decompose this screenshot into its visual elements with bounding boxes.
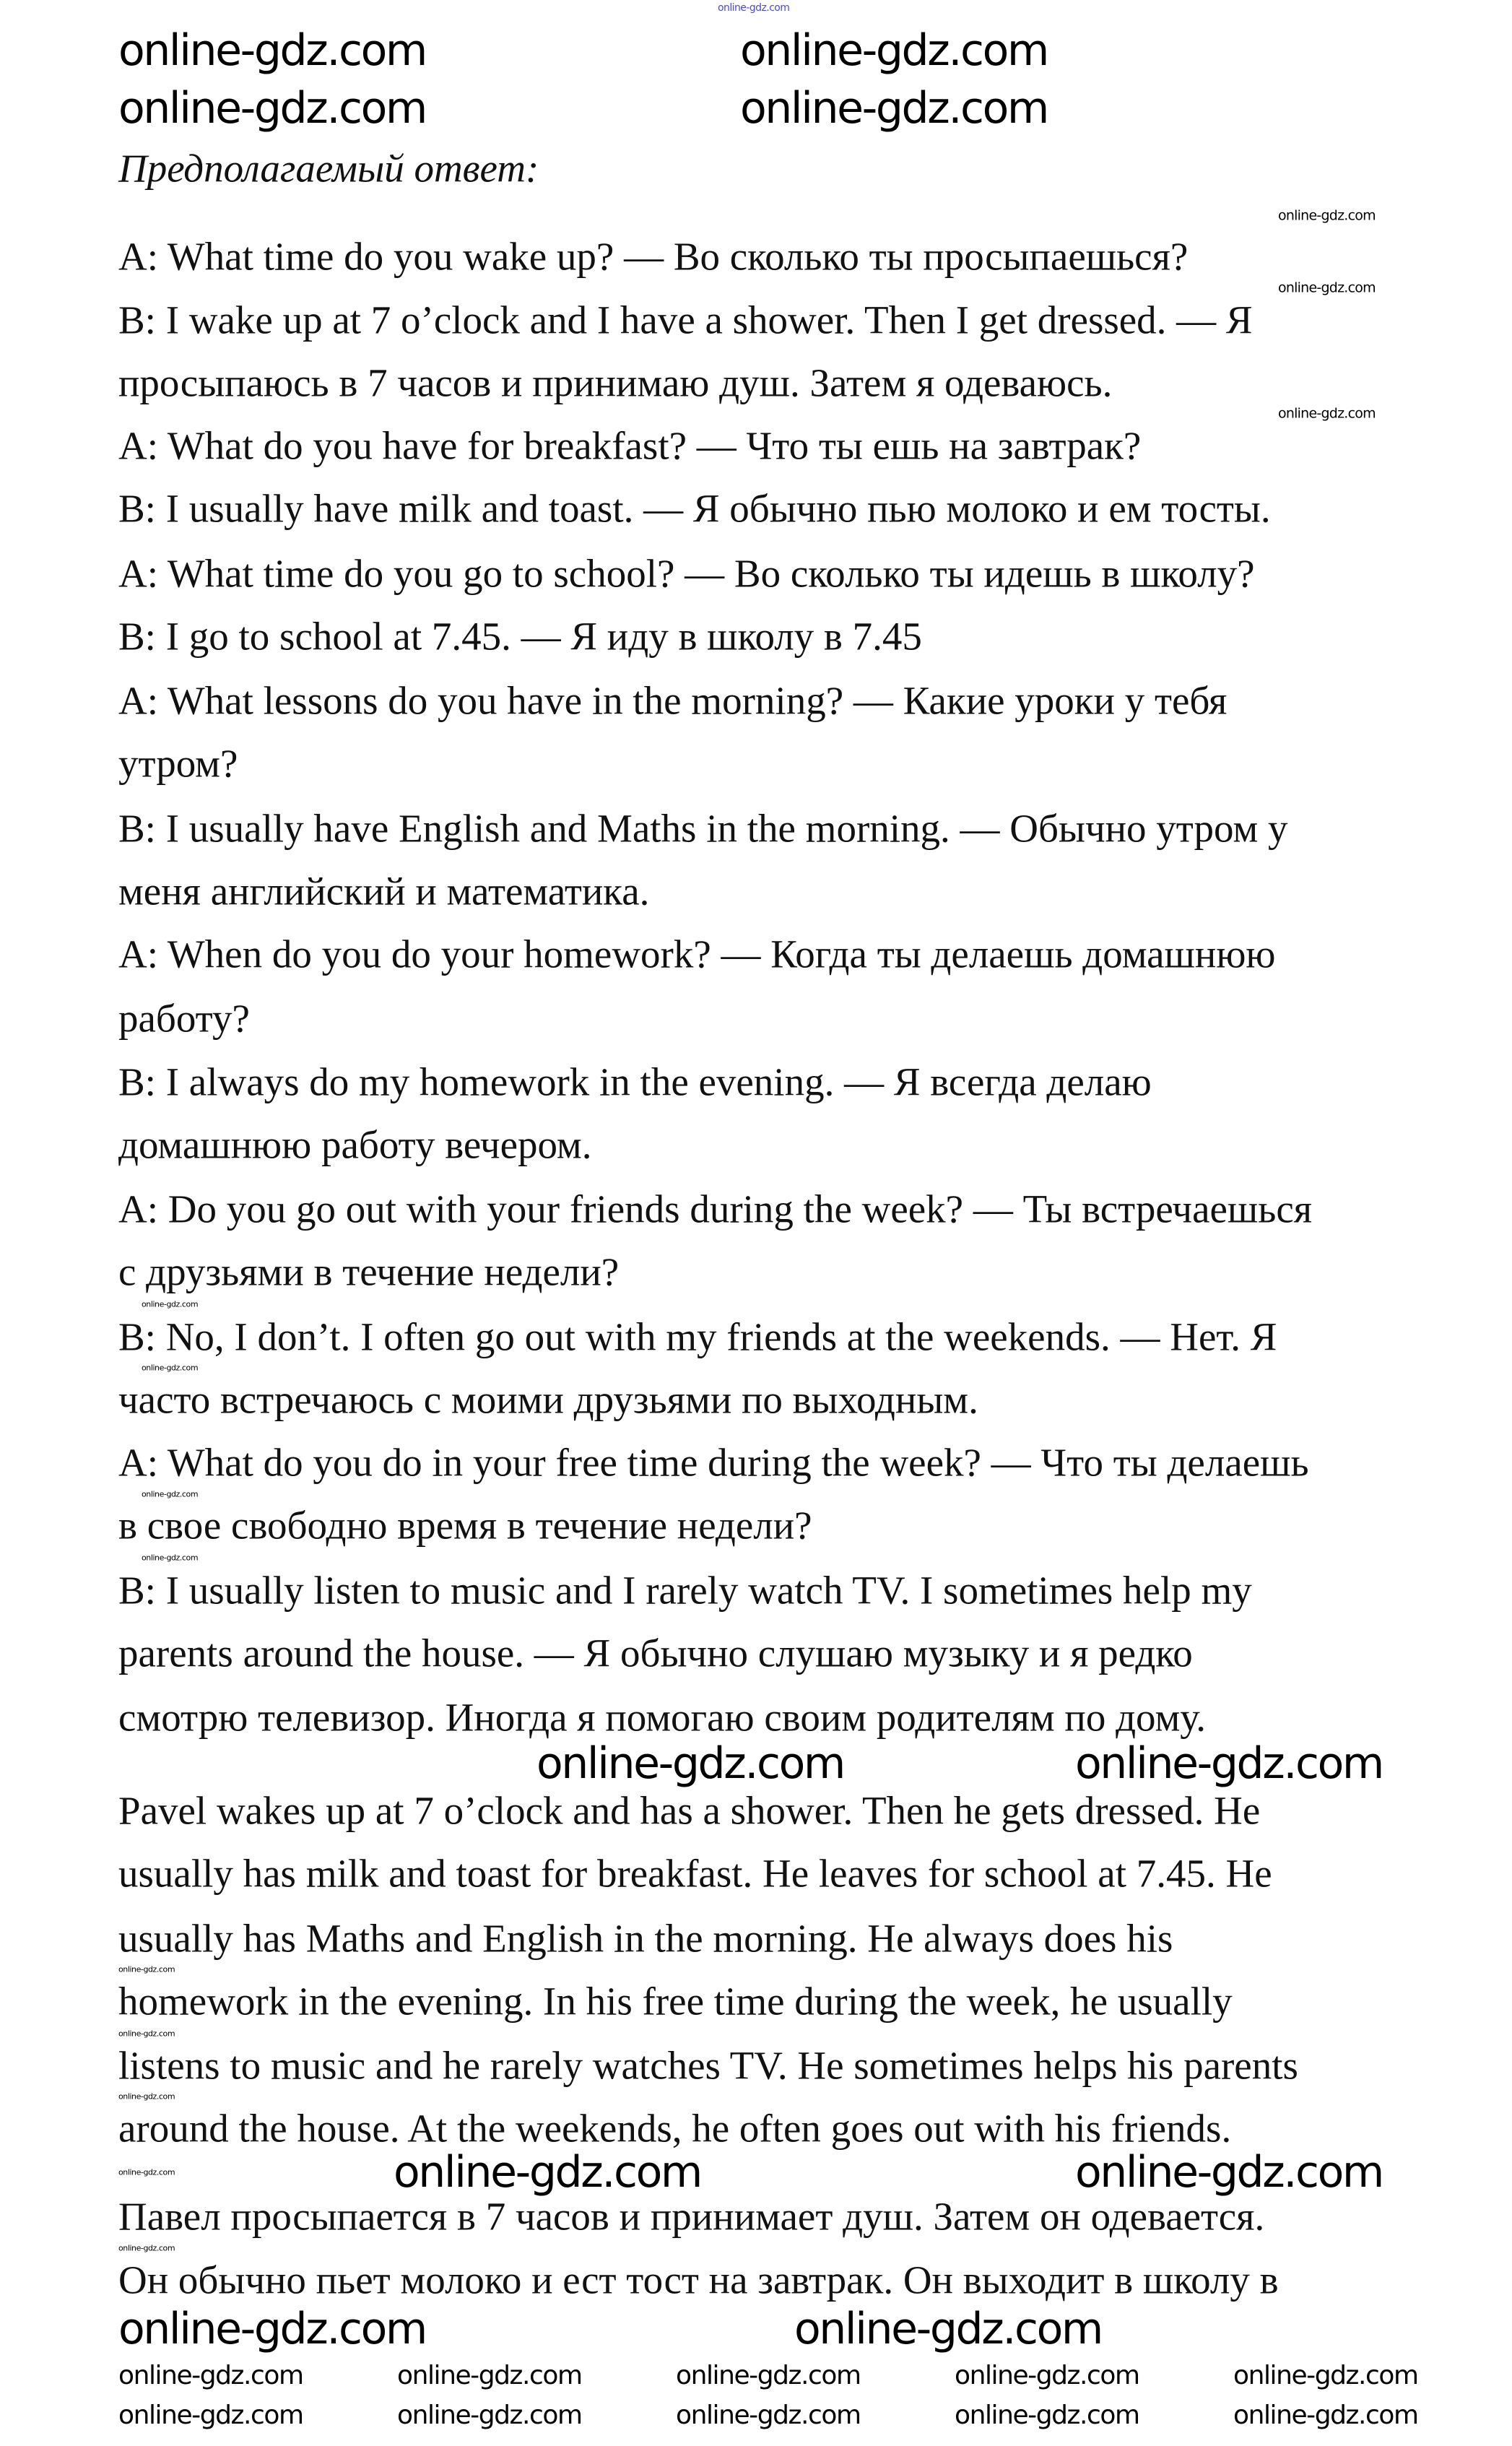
watermark: online-gdz.com bbox=[1278, 279, 1376, 296]
dialogue-line: A: What do you have for breakfast? — Что ты ешь на завтрак? bbox=[118, 423, 1142, 468]
watermark: online-gdz.com bbox=[118, 2304, 426, 2354]
watermark: online-gdz.com bbox=[142, 1299, 199, 1309]
watermark: online-gdz.com bbox=[1075, 1738, 1383, 1789]
watermark: online-gdz.com bbox=[740, 25, 1048, 76]
summary-line: listens to music and he rarely watches TV. He sometimes helps his parents bbox=[118, 2043, 1298, 2088]
dialogue-line: B: I usually have milk and toast. — Я обычно пью молоко и ем тосты. bbox=[118, 486, 1271, 531]
dialogue-line: с друзьями в течение недели? bbox=[118, 1249, 620, 1294]
watermark: online-gdz.com bbox=[955, 2361, 1139, 2390]
dialogue-line: A: What lessons do you have in the morning? — Какие уроки у тебя bbox=[118, 678, 1228, 723]
dialogue-line: смотрю телевизор. Иногда я помогаю своим родителям по дому. bbox=[118, 1695, 1207, 1740]
watermark: online-gdz.com bbox=[118, 1964, 175, 1974]
watermark: online-gdz.com bbox=[794, 2304, 1102, 2354]
watermark: online-gdz.com bbox=[740, 83, 1048, 134]
dialogue-line: B: I wake up at 7 o’clock and I have a shower. Then I get dressed. — Я bbox=[118, 298, 1253, 342]
dialogue-line: работу? bbox=[118, 996, 250, 1041]
dialogue-line: A: What time do you wake up? — Во сколько ты просыпаешься? bbox=[118, 234, 1189, 279]
dialogue-line: A: What do you do in your free time during the week? — Что ты делаешь bbox=[118, 1440, 1309, 1485]
watermark: online-gdz.com bbox=[118, 2029, 175, 2039]
summary-line: usually has milk and toast for breakfast. He leaves for school at 7.45. He bbox=[118, 1851, 1272, 1896]
watermark: online-gdz.com bbox=[394, 2147, 701, 2198]
watermark: online-gdz.com bbox=[718, 2, 790, 14]
summary-line: Pavel wakes up at 7 o’clock and has a shower. Then he gets dressed. He bbox=[118, 1788, 1261, 1833]
summary-line: usually has Maths and English in the morning. He always does his bbox=[118, 1916, 1173, 1961]
watermark: online-gdz.com bbox=[536, 1738, 844, 1789]
dialogue-line: часто встречаюсь с моими друзьями по выходным. bbox=[118, 1377, 978, 1422]
watermark: online-gdz.com bbox=[118, 2361, 303, 2390]
watermark: online-gdz.com bbox=[955, 2401, 1139, 2430]
watermark: online-gdz.com bbox=[118, 2243, 175, 2253]
dialogue-line: утром? bbox=[118, 741, 238, 786]
russian-summary-line: Он обычно пьет молоко и ест тост на завтрак. Он выходит в школу в bbox=[118, 2258, 1279, 2302]
watermark: online-gdz.com bbox=[1233, 2361, 1418, 2390]
watermark: online-gdz.com bbox=[142, 1553, 199, 1563]
dialogue-line: A: When do you do your homework? — Когда ты делаешь домашнюю bbox=[118, 932, 1276, 976]
watermark: online-gdz.com bbox=[142, 1363, 199, 1373]
watermark: online-gdz.com bbox=[1233, 2401, 1418, 2430]
dialogue-line: A: Do you go out with your friends during the week? — Ты встречаешься bbox=[118, 1187, 1313, 1231]
watermark: online-gdz.com bbox=[118, 2167, 175, 2177]
watermark: online-gdz.com bbox=[142, 1489, 199, 1499]
dialogue-line: parents around the house. — Я обычно слушаю музыку и я редко bbox=[118, 1631, 1193, 1675]
russian-summary-line: Павел просыпается в 7 часов и принимает душ. Затем он одевается. bbox=[118, 2194, 1265, 2239]
watermark: online-gdz.com bbox=[676, 2401, 861, 2430]
dialogue-line: домашнюю работу вечером. bbox=[118, 1122, 592, 1167]
watermark: online-gdz.com bbox=[118, 2401, 303, 2430]
dialogue-line: B: I always do my homework in the evening. — Я всегда делаю bbox=[118, 1059, 1152, 1104]
watermark: online-gdz.com bbox=[118, 2091, 175, 2102]
dialogue-line: B: I go to school at 7.45. — Я иду в школу в 7.45 bbox=[118, 614, 922, 659]
watermark: online-gdz.com bbox=[397, 2401, 582, 2430]
summary-line: around the house. At the weekends, he often goes out with his friends. bbox=[118, 2106, 1232, 2151]
watermark: online-gdz.com bbox=[1278, 207, 1376, 224]
dialogue-line: меня английский и математика. bbox=[118, 869, 650, 914]
dialogue-line: A: What time do you go to school? — Во сколько ты идешь в школу? bbox=[118, 551, 1255, 596]
watermark: online-gdz.com bbox=[118, 83, 426, 134]
summary-line: homework in the evening. In his free time during the week, he usually bbox=[118, 1979, 1233, 2024]
watermark: online-gdz.com bbox=[676, 2361, 861, 2390]
dialogue-line: B: I usually have English and Maths in the morning. — Обычно утром у bbox=[118, 806, 1288, 851]
watermark: online-gdz.com bbox=[1075, 2147, 1383, 2198]
dialogue-line: просыпаюсь в 7 часов и принимаю душ. Затем я одеваюсь. bbox=[118, 360, 1113, 405]
watermark: online-gdz.com bbox=[1278, 405, 1376, 422]
dialogue-line: B: No, I don’t. I often go out with my friends at the weekends. — Нет. Я bbox=[118, 1314, 1277, 1359]
watermark: online-gdz.com bbox=[397, 2361, 582, 2390]
watermark: online-gdz.com bbox=[118, 25, 426, 76]
dialogue-line: B: I usually listen to music and I rarely watch TV. I sometimes help my bbox=[118, 1568, 1252, 1613]
answer-heading: Предполагаемый ответ: bbox=[118, 146, 539, 191]
dialogue-line: в свое свободно время в течение недели? bbox=[118, 1503, 812, 1548]
